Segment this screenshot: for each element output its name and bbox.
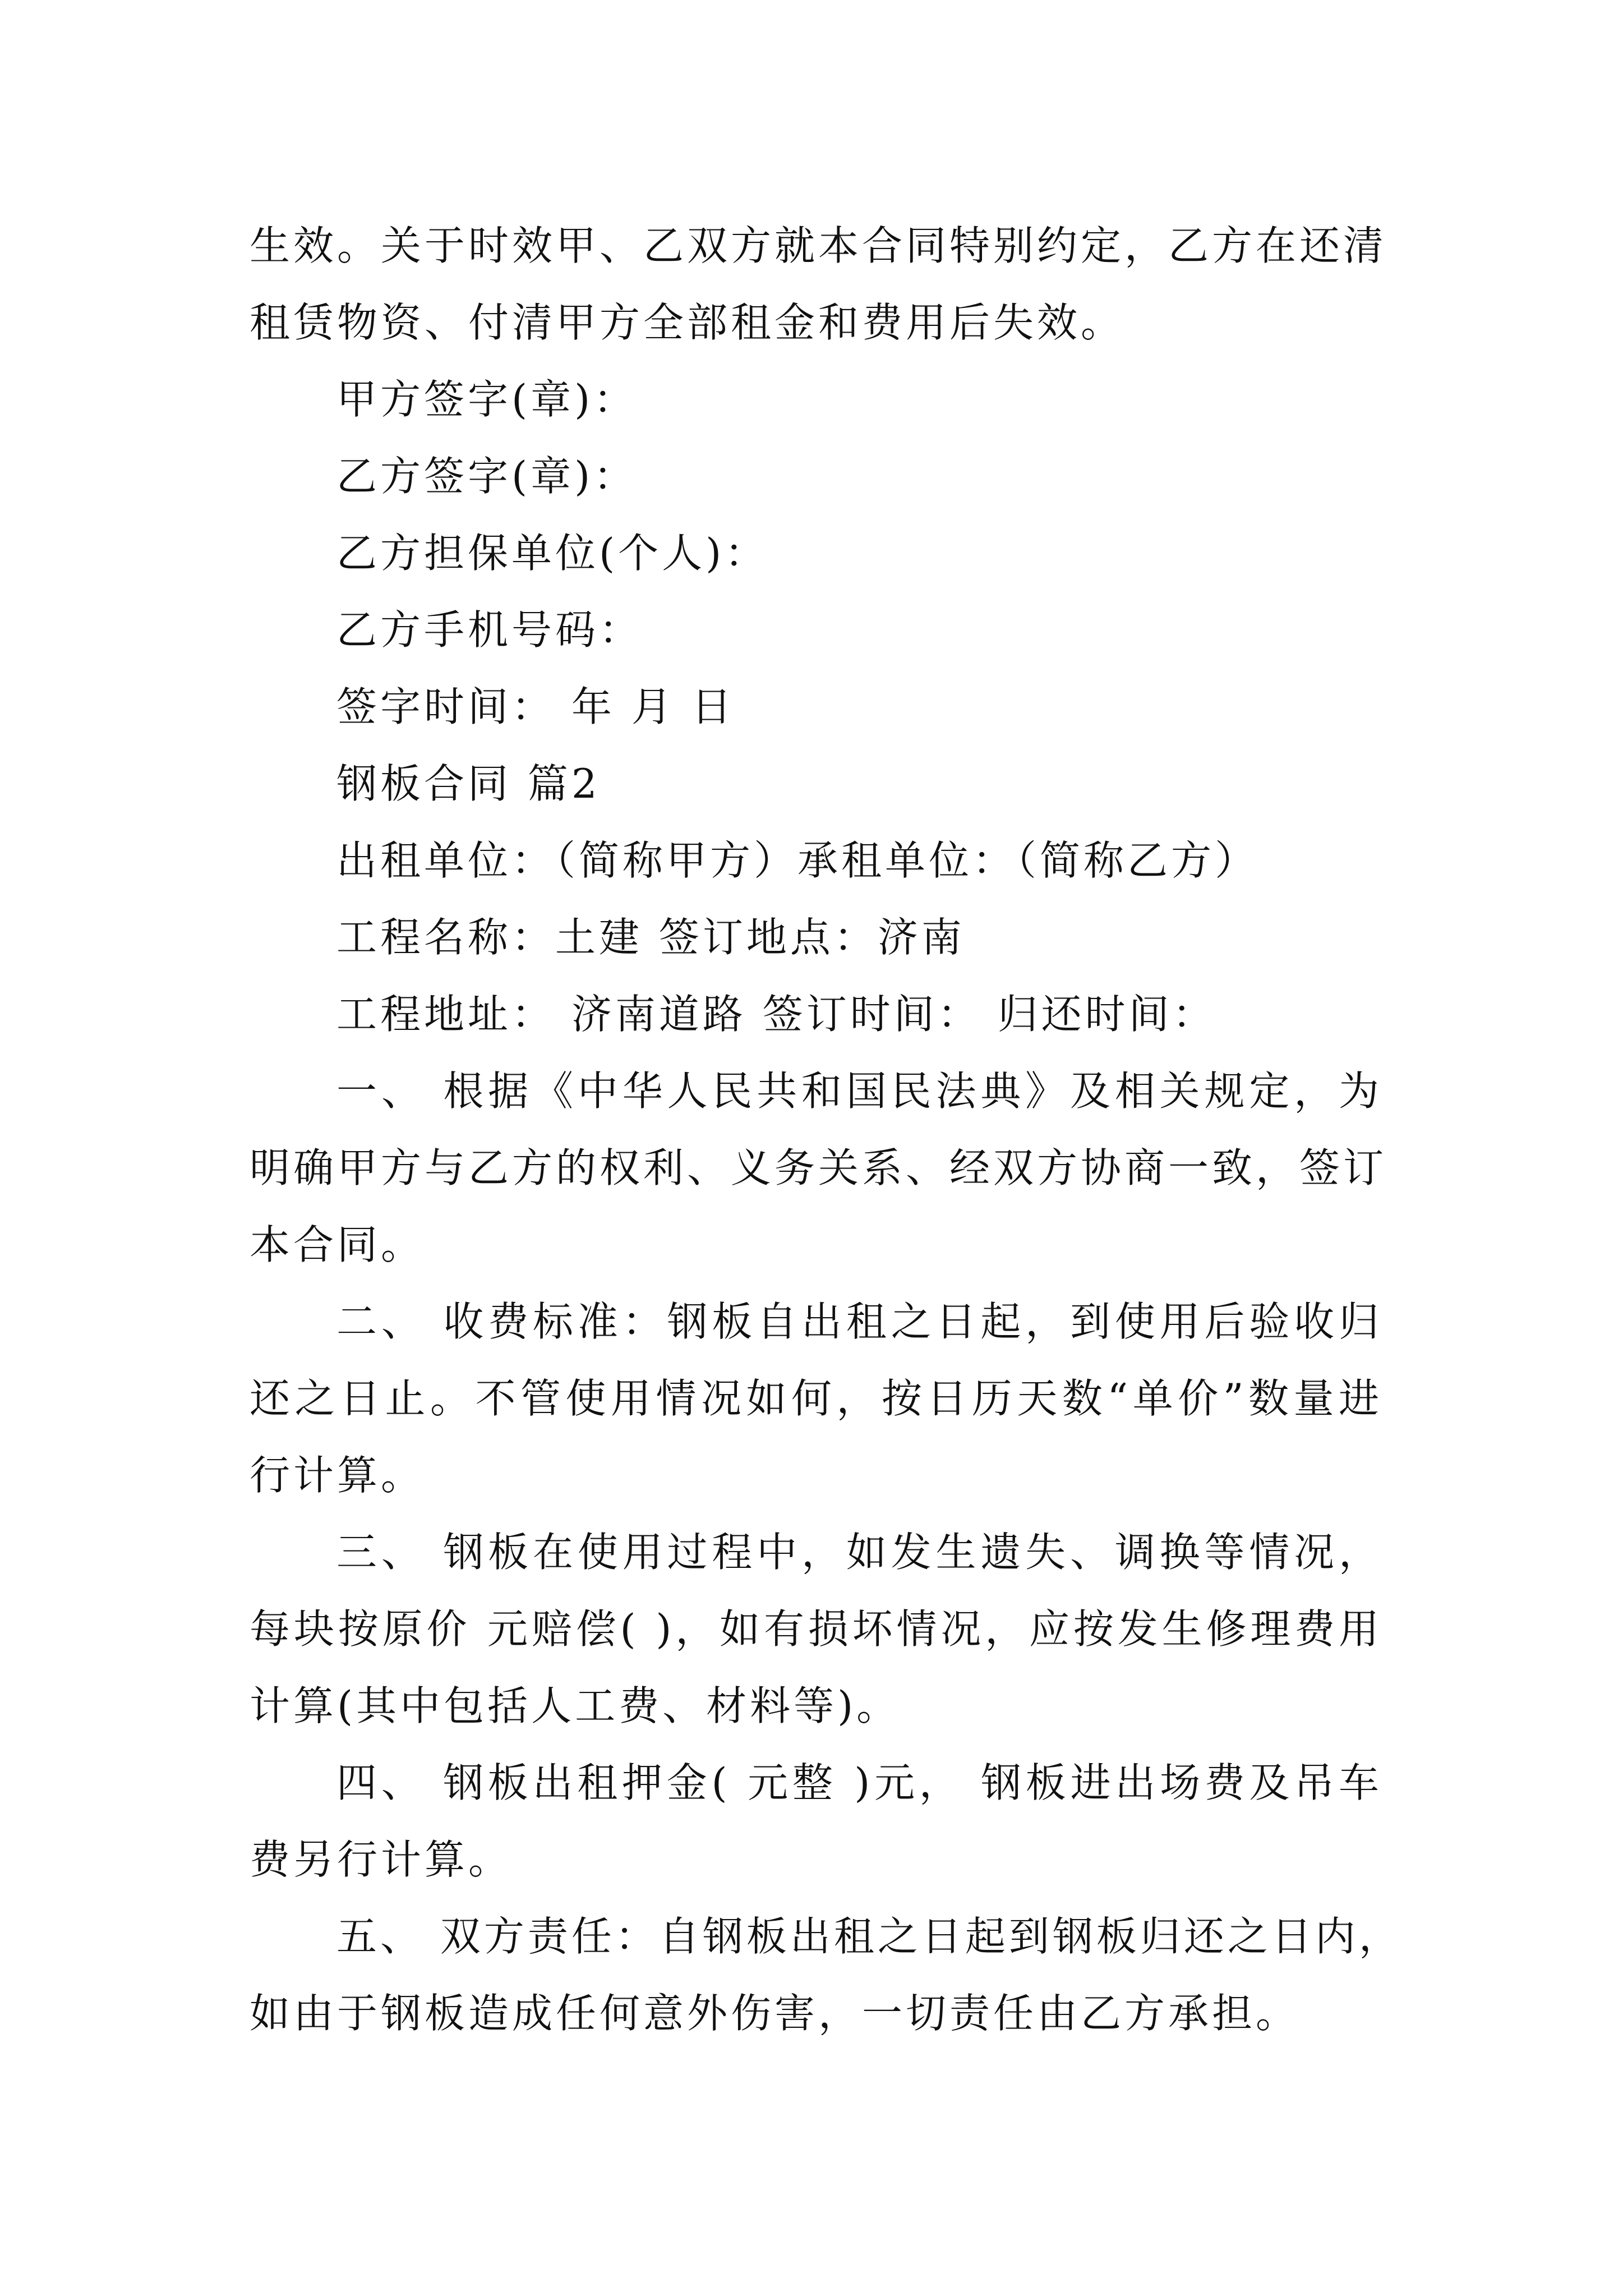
section-heading: 钢板合同 篇2 — [336, 760, 601, 807]
clause-4-line: 四、 钢板出租押金( 元整 )元， 钢板进出场费及吊车 — [336, 1759, 1382, 1806]
clause-1-line: 本合同。 — [250, 1221, 425, 1268]
paragraph-line: 租赁物资、付清甲方全部租金和费用后失效。 — [250, 299, 1125, 346]
clause-3-line: 计算(其中包括人工费、材料等)。 — [250, 1682, 901, 1729]
paragraph-line: 生效。关于时效甲、乙双方就本合同特别约定，乙方在还清 — [250, 222, 1387, 269]
clause-5-line: 五、 双方责任：自钢板出租之日起到钢板归还之日内， — [336, 1913, 1403, 1960]
clause-2-line: 还之日止。不管使用情况如何，按日历天数“单价”数量进 — [250, 1375, 1382, 1422]
parties-line: 出租单位：（简称甲方）承租单位：（简称乙方） — [336, 837, 1259, 884]
clause-3-line: 三、 钢板在使用过程中，如发生遗失、调换等情况， — [336, 1529, 1382, 1576]
clause-2-line: 二、 收费标准：钢板自出租之日起，到使用后验收归 — [336, 1298, 1382, 1345]
clause-2-line: 行计算。 — [250, 1452, 425, 1499]
clause-3-line: 每块按原价 元赔偿( )，如有损坏情况，应按发生修理费用 — [250, 1605, 1382, 1653]
sign-date-field: 签字时间： 年 月 日 — [336, 683, 735, 730]
phone-field: 乙方手机号码： — [336, 606, 643, 654]
clause-5-line: 如由于钢板造成任何意外伤害，一切责任由乙方承担。 — [250, 1990, 1300, 2037]
signature-field-party-a: 甲方签字(章)： — [336, 376, 638, 423]
document-page — [250, 208, 1403, 2052]
project-name-line: 工程名称：土建 签订地点：济南 — [336, 914, 965, 961]
clause-1-line: 明确甲方与乙方的权利、义务关系、经双方协商一致，签订 — [250, 1144, 1387, 1191]
guarantor-field: 乙方担保单位(个人)： — [336, 530, 769, 577]
project-address-line: 工程地址： 济南道路 签订时间： 归还时间： — [336, 991, 1216, 1038]
signature-field-party-b: 乙方签字(章)： — [336, 453, 638, 500]
clause-1-line: 一、 根据《中华人民共和国民法典》及相关规定，为 — [336, 1068, 1382, 1115]
clause-4-line: 费另行计算。 — [250, 1836, 513, 1883]
